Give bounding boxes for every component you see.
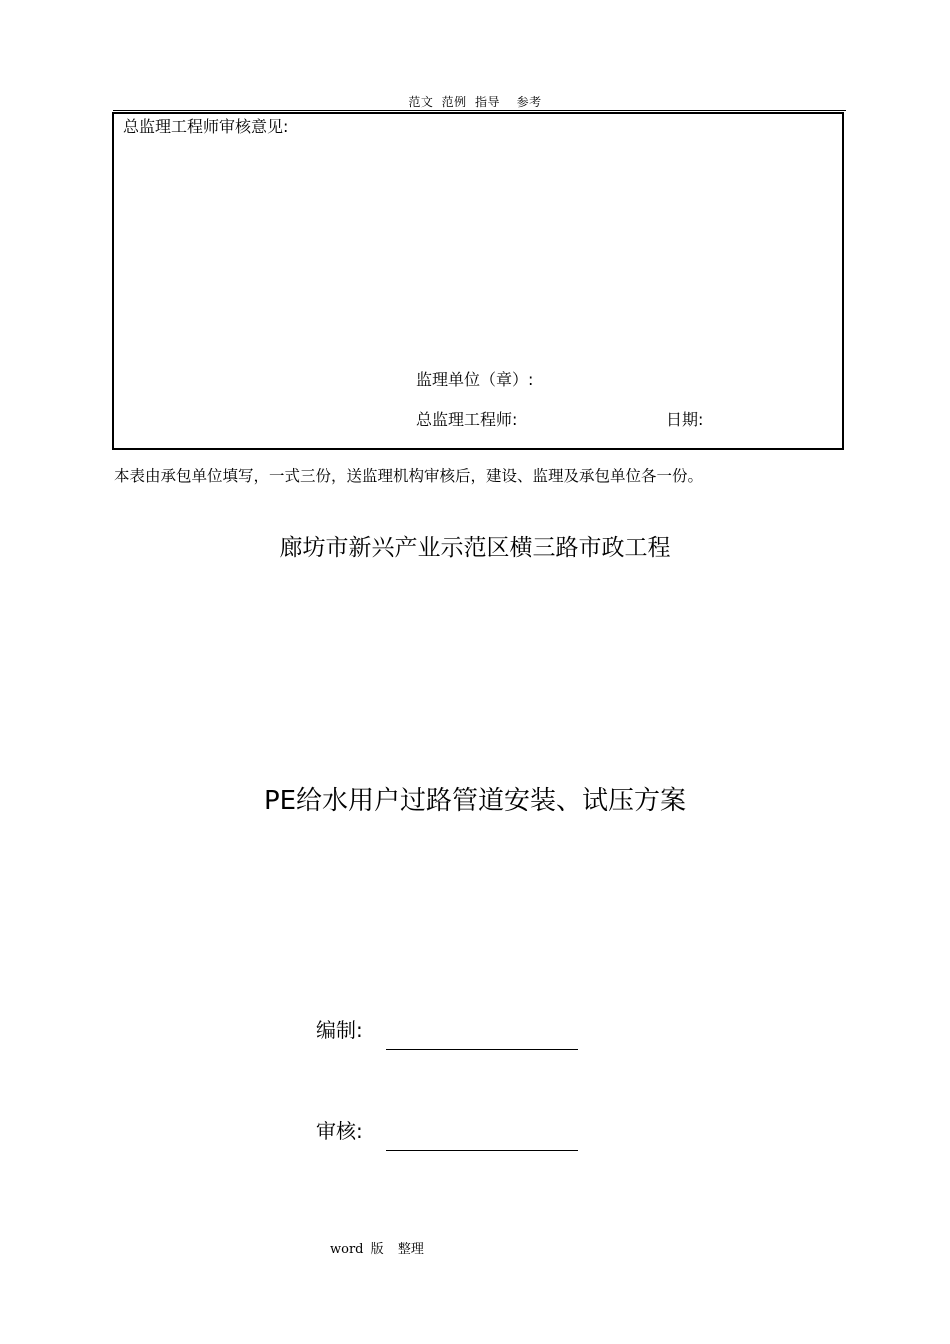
supervision-unit-seal-label: 监理单位（章）:	[416, 370, 534, 389]
compile-signature-line	[386, 1049, 578, 1050]
audit-label: 审核:	[316, 1119, 363, 1143]
project-title: 廊坊市新兴产业示范区横三路市政工程	[279, 535, 671, 561]
chief-engineer-label: 总监理工程师:	[416, 410, 518, 429]
header-rule	[113, 110, 846, 111]
page-header: 范文 范例 指导 参考	[408, 95, 542, 109]
date-label: 日期:	[666, 410, 704, 429]
review-form-box	[112, 112, 844, 450]
compile-label: 编制:	[316, 1018, 363, 1042]
audit-signature-line	[386, 1150, 578, 1151]
plan-title: PE给水用户过路管道安装、试压方案	[263, 786, 687, 816]
review-opinion-label: 总监理工程师审核意见:	[123, 117, 289, 136]
form-note: 本表由承包单位填写，一式三份，送监理机构审核后，建设、监理及承包单位各一份。	[114, 467, 704, 485]
page-footer: word 版 整理	[330, 1242, 424, 1257]
